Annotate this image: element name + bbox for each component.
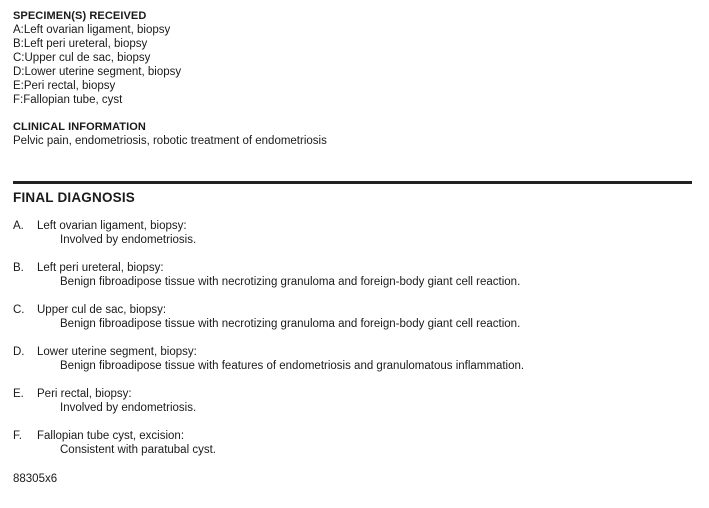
diagnosis-letter: B. (13, 262, 24, 274)
diagnosis-item (13, 261, 520, 289)
diagnosis-result: Consistent with paratubal cyst. (60, 444, 216, 456)
diagnosis-item (13, 429, 216, 457)
diagnosis-site: Left ovarian ligament, biopsy: (37, 220, 187, 232)
specimen-item: A:Left ovarian ligament, biopsy (13, 24, 171, 36)
specimen-item: C:Upper cul de sac, biopsy (13, 52, 151, 64)
diagnosis-letter: C. (13, 304, 25, 316)
diagnosis-letter: E. (13, 388, 24, 400)
final-diagnosis-heading: FINAL DIAGNOSIS (13, 190, 136, 205)
clinical-information-section (13, 121, 327, 148)
specimen-item: D:Lower uterine segment, biopsy (13, 66, 182, 78)
diagnosis-item (13, 345, 524, 373)
clinical-information-heading: CLINICAL INFORMATION (13, 121, 146, 133)
diagnosis-site-line (13, 345, 524, 359)
diagnosis-result: Benign fibroadipose tissue with features of endometriosis and granulomatous inflammation. (60, 360, 525, 372)
diagnosis-letter: A. (13, 220, 24, 232)
diagnosis-result: Benign fibroadipose tissue with necrotizing granuloma and foreign-body giant cell reaction. (60, 318, 521, 330)
diagnosis-site: Upper cul de sac, biopsy: (37, 304, 167, 316)
section-divider (13, 181, 692, 184)
diagnosis-site: Fallopian tube cyst, excision: (37, 430, 185, 442)
specimen-item: F:Fallopian tube, cyst (13, 94, 123, 106)
specimens-section (13, 10, 181, 107)
diagnosis-item (13, 303, 520, 331)
diagnosis-result: Involved by endometriosis. (60, 402, 197, 414)
diagnosis-site-line (13, 261, 520, 275)
diagnosis-site-line (13, 303, 520, 317)
diagnosis-letter: D. (13, 346, 25, 358)
diagnosis-site: Lower uterine segment, biopsy: (37, 346, 197, 358)
specimens-heading: SPECIMEN(S) RECEIVED (13, 10, 147, 22)
document-id: 88305x6 (13, 473, 58, 485)
specimen-item: B:Left peri ureteral, biopsy (13, 38, 148, 50)
clinical-information-text: Pelvic pain, endometriosis, robotic treatment of endometriosis (13, 135, 327, 147)
specimen-item: E:Peri rectal, biopsy (13, 80, 116, 92)
diagnosis-letter: F. (13, 430, 22, 442)
diagnosis-site: Peri rectal, biopsy: (37, 388, 132, 400)
diagnosis-result: Involved by endometriosis. (60, 234, 197, 246)
diagnosis-site-line (13, 429, 216, 443)
pathology-report (13, 0, 692, 508)
diagnosis-site-line (13, 219, 196, 233)
diagnosis-result: Benign fibroadipose tissue with necrotizing granuloma and foreign-body giant cell reaction. (60, 276, 521, 288)
diagnosis-site-line (13, 387, 196, 401)
diagnosis-item (13, 219, 196, 247)
diagnosis-site: Left peri ureteral, biopsy: (37, 262, 164, 274)
diagnosis-item (13, 387, 196, 415)
